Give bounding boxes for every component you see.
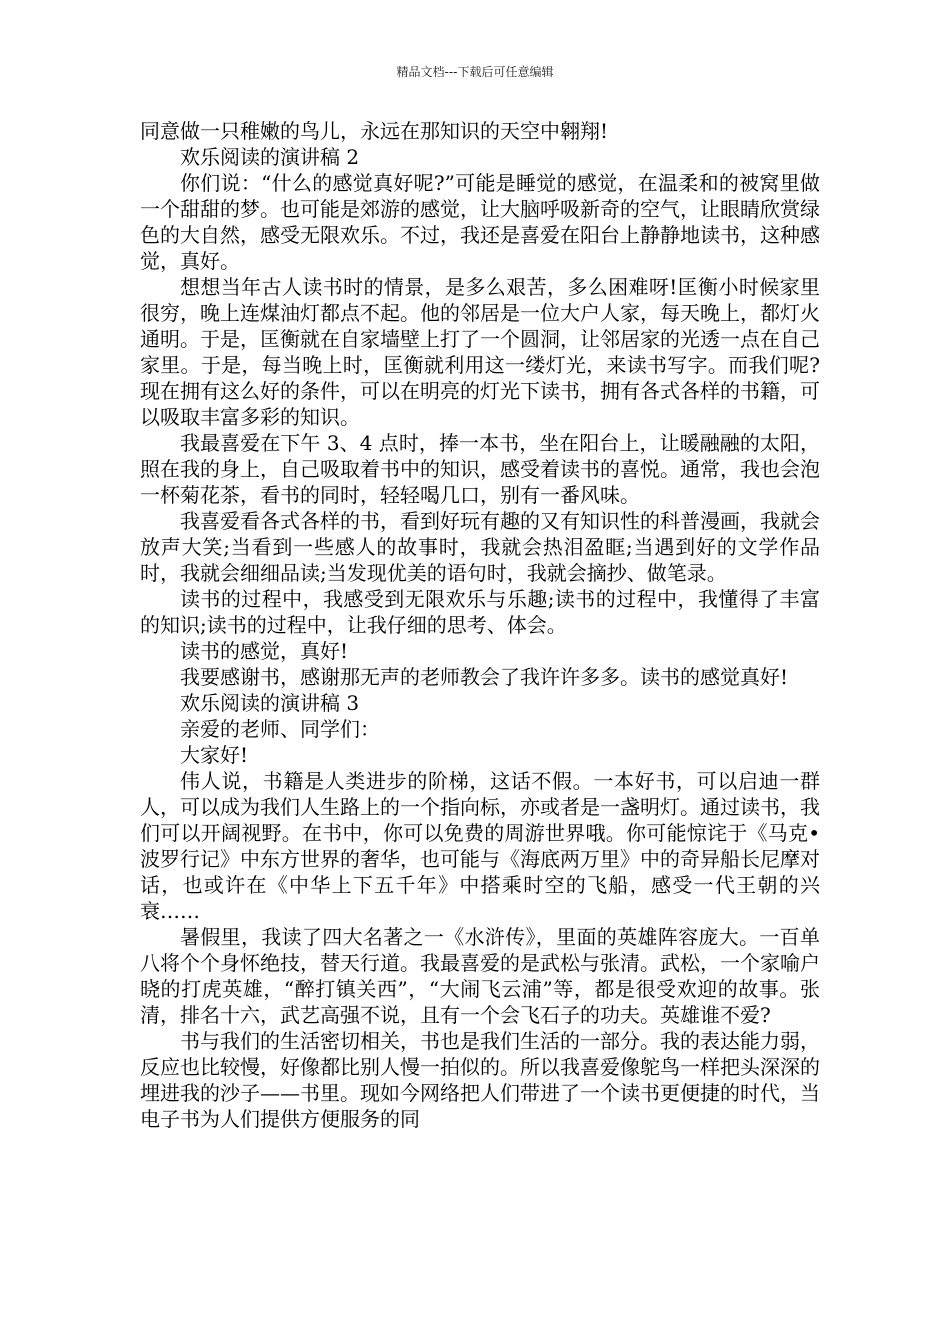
paragraph: 书与我们的生活密切相关，书也是我们生活的一部分。我的表达能力弱，反应也比较慢，好像都比别人慢一拍似的。所以我喜爱像鸵鸟一样把头深深的埋进我的沙子——书里。现如今网络把人们带进了一个读书更便捷的时代，当电子书为人们提供方便服务的同	[140, 1029, 820, 1131]
paragraph: 读书的过程中，我感受到无限欢乐与乐趣;读书的过程中，我懂得了丰富的知识;读书的过程中，让我仔细的思考、体会。	[140, 587, 820, 637]
section-heading: 欢乐阅读的演讲稿 3	[180, 691, 360, 715]
greeting: 大家好!	[180, 743, 249, 767]
section-heading: 欢乐阅读的演讲稿 2	[180, 145, 360, 169]
paragraph: 同意做一只稚嫩的鸟儿，永远在那知识的天空中翱翔!	[140, 119, 609, 143]
paragraph: 伟人说，书籍是人类进步的阶梯，这话不假。一本好书，可以启迪一群人，可以成为我们人生路上的一个指向标，亦或者是一盏明灯。通过读书，我们可以开阔视野。在书中，你可以免费的周游世界哦。你可能惊诧于《马克•波罗行记》中东方世界的奢华，也可能与《海底两万里》中的奇异船长尼摩对话，也或许在《中华上下五千年》中搭乘时空的飞船，感受一代王朝的兴衰……	[140, 769, 820, 923]
paragraph: 暑假里，我读了四大名著之一《水浒传》，里面的英雄阵容庞大。一百单八将个个身怀绝技，替天行道。我最喜爱的是武松与张清。武松，一个家喻户晓的打虎英雄，“醉打镇关西”，“大闹飞云浦”等，都是很受欢迎的故事。张清，排名十六，武艺高强不说，且有一个会飞石子的功夫。英雄谁不爱?	[140, 925, 820, 1027]
paragraph: 我最喜爱在下午 3、4 点时，捧一本书，坐在阳台上，让暖融融的太阳，照在我的身上，自己吸取着书中的知识，感受着读书的喜悦。通常，我也会泡一杯菊花茶，看书的同时，轻轻喝几口，别有一番风味。	[140, 431, 820, 507]
paragraph: 你们说：“什么的感觉真好呢?”可能是睡觉的感觉，在温柔和的被窝里做一个甜甜的梦。也可能是郊游的感觉，让大脑呼吸新奇的空气，让眼睛欣赏绿色的大自然，感受无限欢乐。不过，我还是喜爱在阳台上静静地读书，这种感觉，真好。	[140, 171, 820, 273]
salutation: 亲爱的老师、同学们：	[180, 717, 380, 741]
page-header: 精品文档---下载后可任意编辑	[396, 65, 554, 79]
document-body	[140, 118, 820, 1132]
paragraph: 我要感谢书，感谢那无声的老师教会了我许许多多。读书的感觉真好!	[180, 665, 789, 689]
paragraph: 我喜爱看各式各样的书，看到好玩有趣的又有知识性的科普漫画，我就会放声大笑;当看到一些感人的故事时，我就会热泪盈眶;当遇到好的文学作品时，我就会细细品读;当发现优美的语句时，我就会摘抄、做笔录。	[140, 509, 820, 585]
paragraph: 读书的感觉，真好!	[180, 639, 349, 663]
paragraph: 想想当年古人读书时的情景，是多么艰苦，多么困难呀!匡衡小时候家里很穷，晚上连煤油灯都点不起。他的邻居是一位大户人家，每天晚上，都灯火通明。于是，匡衡就在自家墙壁上打了一个圆洞，让邻居家的光透一点在自己家里。于是，每当晚上时，匡衡就利用这一缕灯光，来读书写字。而我们呢?现在拥有这么好的条件，可以在明亮的灯光下读书，拥有各式各样的书籍，可以吸取丰富多彩的知识。	[140, 275, 820, 429]
